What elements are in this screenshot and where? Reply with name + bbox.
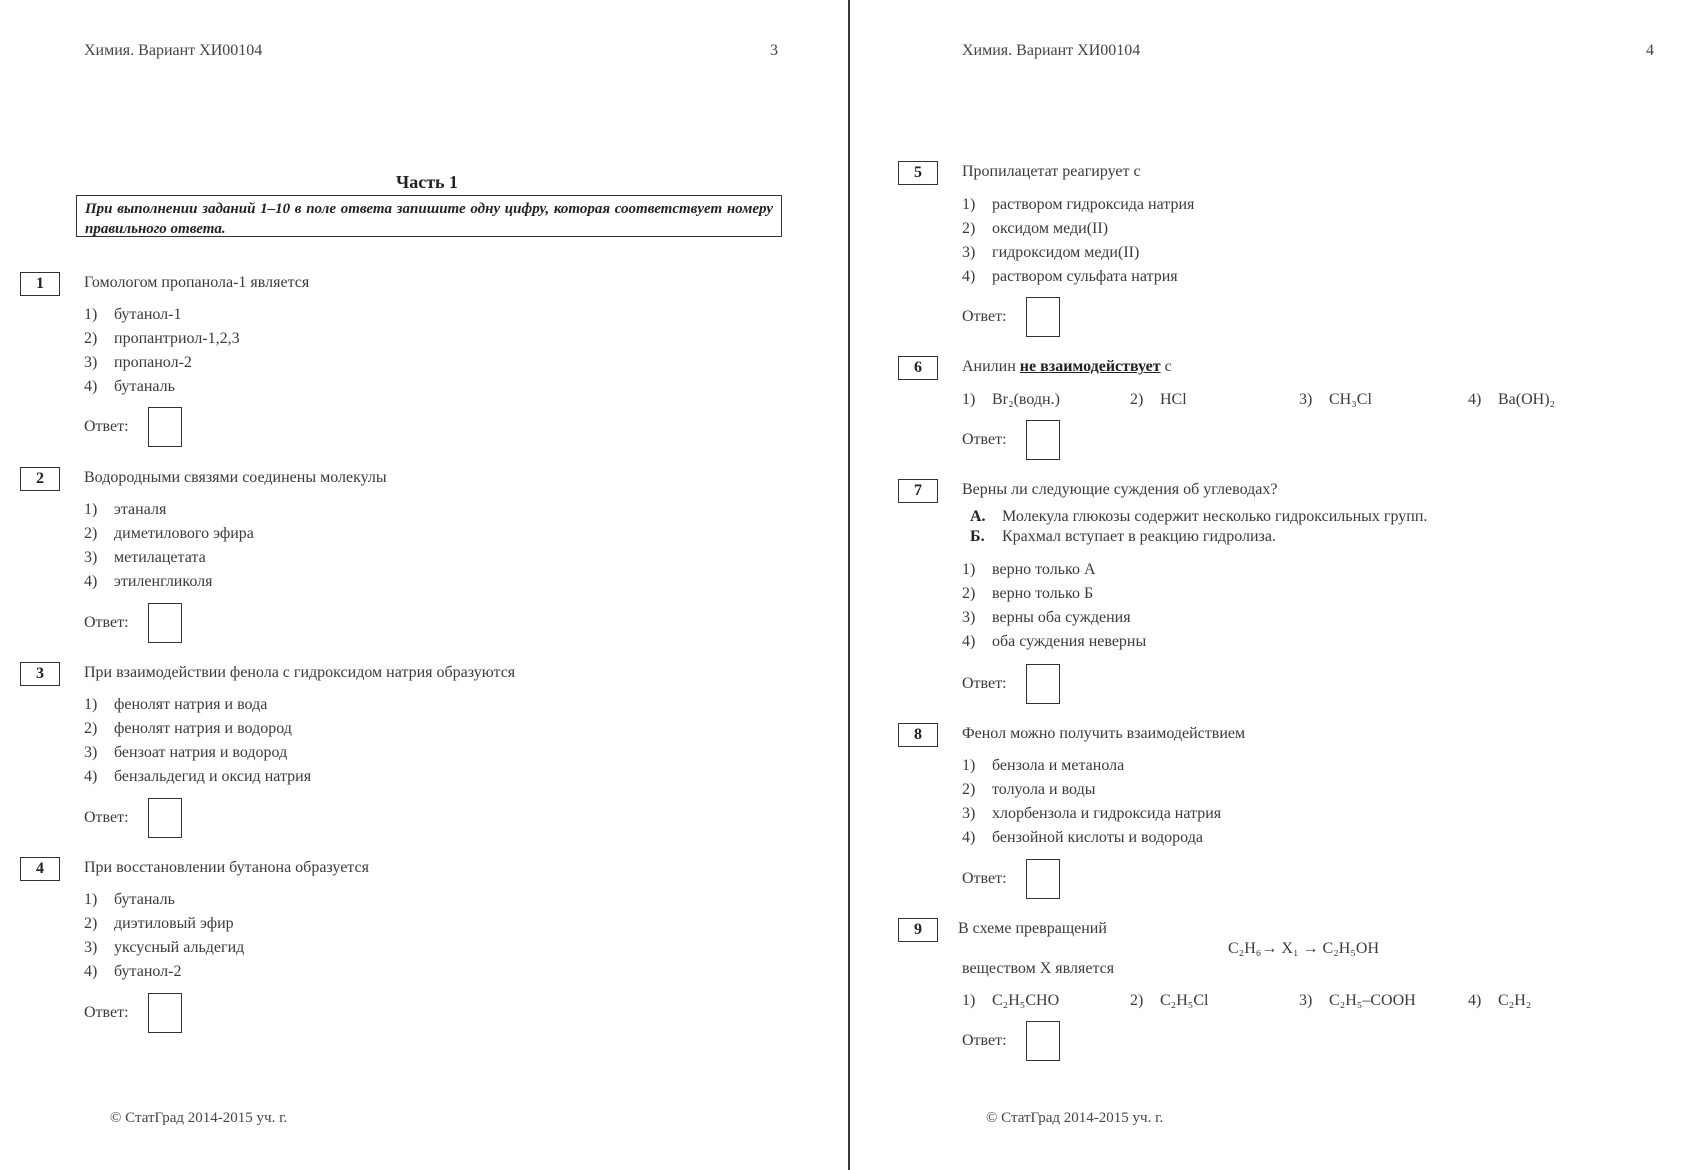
task-number-4: 4 <box>20 857 60 881</box>
task-1-option-2: 2) пропантриол-1,2,3 <box>84 330 240 347</box>
answer-box-8[interactable] <box>1026 859 1060 899</box>
task-8-question: Фенол можно получить взаимодействием <box>962 725 1246 742</box>
page-number-left: 3 <box>770 42 778 59</box>
footer-right: © СтатГрад 2014-2015 уч. г. <box>986 1110 1164 1126</box>
part-title: Часть 1 <box>396 172 459 192</box>
task-6-option-2: 2) HCl <box>1130 391 1187 408</box>
task-5-option-3: 3) гидроксидом меди(II) <box>962 244 1140 261</box>
task-9-question: В схеме превращений <box>958 920 1107 937</box>
task-5-option-4: 4) раствором сульфата натрия <box>962 268 1178 285</box>
task-1-option-4: 4) бутаналь <box>84 378 175 395</box>
answer-label-3: Ответ: <box>84 809 129 826</box>
task-2-option-1: 1) этаналя <box>84 501 167 518</box>
task-6-option-3: 3) CH₃Cl <box>1299 391 1372 408</box>
answer-box-1[interactable] <box>148 407 182 447</box>
task-4-option-1: 1) бутаналь <box>84 891 175 908</box>
answer-box-3[interactable] <box>148 798 182 838</box>
task-6-option-1: 1) Br₂(водн.) <box>962 391 1060 408</box>
task-number-9: 9 <box>898 918 938 942</box>
task-9-scheme: C₂H₆→ X₁ → C₂H₅OH <box>1228 940 1380 957</box>
task-5-option-2: 2) оксидом меди(II) <box>962 220 1109 237</box>
task-2-question: Водородными связями соединены молекулы <box>84 469 387 486</box>
answer-box-4[interactable] <box>148 993 182 1033</box>
task-8-option-2: 2) толуола и воды <box>962 781 1096 798</box>
task-9-option-2: 2) C₂H₅Cl <box>1130 992 1209 1009</box>
task-3-option-1: 1) фенолят натрия и вода <box>84 696 268 713</box>
task-1-question: Гомологом пропанола-1 является <box>84 274 310 291</box>
task-7-statement-a: А. Молекула глюкозы содержит несколько гидроксильных групп. <box>970 508 1428 525</box>
task-4-option-4: 4) бутанол-2 <box>84 963 182 980</box>
task-7-option-4: 4) оба суждения неверны <box>962 633 1147 650</box>
task-9-question-continued: веществом X является <box>962 960 1115 977</box>
task-8-option-3: 3) хлорбензола и гидроксида натрия <box>962 805 1222 822</box>
task-7-statement-b: Б. Крахмал вступает в реакцию гидролиза. <box>970 528 1276 545</box>
task-number-8: 8 <box>898 723 938 747</box>
task-5-option-1: 1) раствором гидроксида натрия <box>962 196 1195 213</box>
answer-box-7[interactable] <box>1026 664 1060 704</box>
page-header-right: Химия. Вариант ХИ00104 <box>962 42 1141 59</box>
task-3-option-2: 2) фенолят натрия и водород <box>84 720 292 737</box>
answer-box-2[interactable] <box>148 603 182 643</box>
task-4-option-3: 3) уксусный альдегид <box>84 939 245 956</box>
task-8-option-4: 4) бензойной кислоты и водорода <box>962 829 1203 846</box>
answer-label-6: Ответ: <box>962 431 1007 448</box>
task-8-option-1: 1) бензола и метанола <box>962 757 1125 774</box>
answer-box-6[interactable] <box>1026 420 1060 460</box>
page-header-left: Химия. Вариант ХИ00104 <box>84 42 263 59</box>
task-2-option-3: 3) метилацетата <box>84 549 206 566</box>
task-number-3: 3 <box>20 662 60 686</box>
task-1-option-3: 3) пропанол-2 <box>84 354 192 371</box>
task-6-option-4: 4) Ba(OH)₂ <box>1468 391 1556 408</box>
task-7-option-2: 2) верно только Б <box>962 585 1094 602</box>
task-6-question: Анилин не взаимодействует с <box>962 358 1172 375</box>
task-3-question: При взаимодействии фенола с гидроксидом натрия образуются <box>84 664 516 681</box>
task-2-option-4: 4) этиленгликоля <box>84 573 213 590</box>
answer-label-8: Ответ: <box>962 870 1007 887</box>
answer-label-1: Ответ: <box>84 418 129 435</box>
task-3-option-3: 3) бензоат натрия и водород <box>84 744 288 761</box>
answer-label-9: Ответ: <box>962 1032 1007 1049</box>
page-number-right: 4 <box>1646 42 1654 59</box>
task-number-7: 7 <box>898 479 938 503</box>
task-9-option-3: 3) C₂H₅–COOH <box>1299 992 1416 1009</box>
footer-left: © СтатГрад 2014-2015 уч. г. <box>110 1110 288 1126</box>
task-4-question: При восстановлении бутанона образуется <box>84 859 369 876</box>
instruction-box: При выполнении заданий 1–10 в поле ответа запишите одну цифру, которая соответствует номеру правильного ответа. <box>76 195 782 237</box>
answer-box-9[interactable] <box>1026 1021 1060 1061</box>
task-number-1: 1 <box>20 272 60 296</box>
task-7-question: Верны ли следующие суждения об углеводах? <box>962 481 1278 498</box>
task-7-option-1: 1) верно только А <box>962 561 1096 578</box>
task-number-2: 2 <box>20 467 60 491</box>
task-2-option-2: 2) диметилового эфира <box>84 525 254 542</box>
answer-label-2: Ответ: <box>84 614 129 631</box>
page-divider <box>848 0 850 1170</box>
answer-box-5[interactable] <box>1026 297 1060 337</box>
answer-label-4: Ответ: <box>84 1004 129 1021</box>
task-5-question: Пропилацетат реагирует с <box>962 163 1141 180</box>
task-number-6: 6 <box>898 356 938 380</box>
task-9-option-1: 1) C₂H₅CHO <box>962 992 1060 1009</box>
answer-label-7: Ответ: <box>962 675 1007 692</box>
task-4-option-2: 2) диэтиловый эфир <box>84 915 234 932</box>
task-3-option-4: 4) бензальдегид и оксид натрия <box>84 768 312 785</box>
answer-label-5: Ответ: <box>962 308 1007 325</box>
task-number-5: 5 <box>898 161 938 185</box>
task-9-option-4: 4) C₂H₂ <box>1468 992 1532 1009</box>
task-1-option-1: 1) бутанол-1 <box>84 306 182 323</box>
task-7-option-3: 3) верны оба суждения <box>962 609 1131 626</box>
